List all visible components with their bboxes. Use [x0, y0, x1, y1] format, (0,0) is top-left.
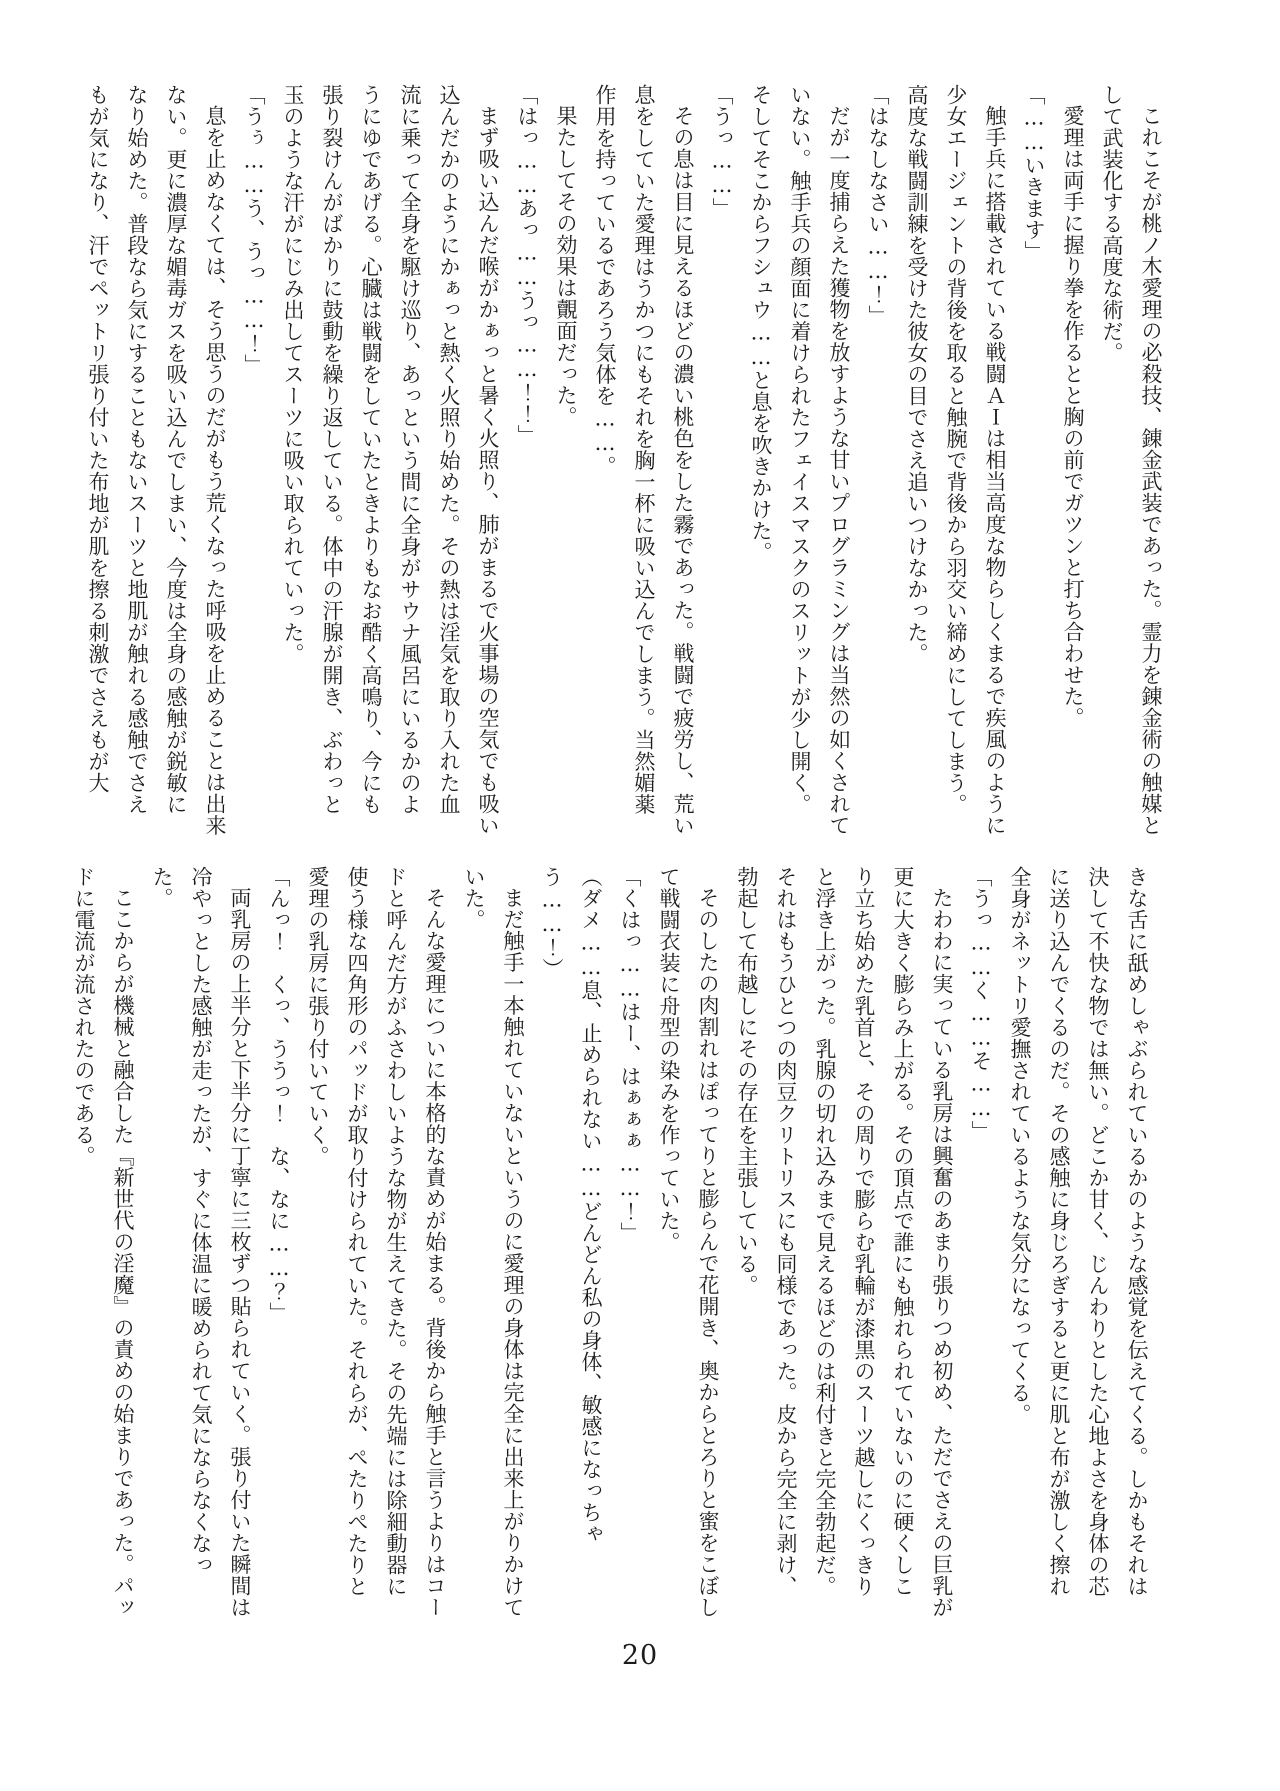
paragraph: 「……いきます」 — [1022, 84, 1046, 262]
paragraph: だが一度捕らえた獲物を放すような甘いプログラミングは当然の如くされていない。触手兵の顔面に着けられたフェイスマスクのスリットが少し開く。そしてそこからフシュウ……と息を吹きかけた。 — [749, 84, 851, 836]
paragraph: これこそが桃ノ木愛理の必殺技、錬金武装であった。霊力を錬金術の触媒として武装化する高度な術だ。 — [1100, 84, 1163, 836]
upper-text-block — [78, 84, 1170, 836]
paragraph: 「うぅ……う、うっ……！」 — [242, 84, 266, 376]
paragraph: そのしたの肉割れはぽってりと膨らんで花開き、奥からとろりと蜜をこぼして戦闘衣装に舟型の染みを作っていた。 — [657, 866, 720, 1618]
paragraph: たわわに実っている乳房は興奮のあまり張りつめ初め、ただでさえの巨乳が更に大きく膨らみ上がる。その頂点で誰にも触れられていないのに硬くしこり立ち始めた乳首と、その周りで膨らむ乳輪が漆黒のスーツ越しにくっきりと浮き上がった。乳腺の切れ込みまで見えるほどのは利付きと完全勃起だ。それはもうひとつの肉豆クリトリスにも同様であった。皮から完全に剥け、勃起して布越しにその存在を主張している。 — [735, 866, 954, 1618]
paragraph: ここからが機械と融合した『新世代の淫魔』の責めの始まりであった。パッドに電流が流されたのである。 — [72, 866, 135, 1618]
paragraph: きな舌に舐めしゃぶられているかのような感覚を伝えてくる。しかもそれは決して不快な物では無い。どこか甘く、じんわりとした心地よさを身体の芯に送り込んでくるのだ。その感触に身じろぎすると更に肌と布が激しく擦れ全身がネットリ愛撫されているような気分になってくる。 — [1008, 866, 1149, 1597]
paragraph: まず吸い込んだ喉がかぁっと暑く火照り、肺がまるで火事場の空気でも吸い込んだかのようにかぁっと熱く火照り始めた。その熱は淫気を取り入れた血流に乗って全身を駆け巡り、あっという間に全身がサウナ風呂にいるかのようにゆであげる。心臓は戦闘をしていたときよりもなお酷く高鳴り、今にも張り裂けんがばかりに鼓動を繰り返している。体中の汗腺が開き、ぶわっと玉のような汗がにじみ出してスーツに吸い取られていった。 — [281, 84, 500, 836]
paragraph: 果たしてその効果は覿面だった。 — [554, 105, 578, 428]
paragraph: 「はっ……あっ……うっ……！！」 — [515, 84, 539, 446]
paragraph: 「はなしなさい……！」 — [866, 84, 890, 327]
paragraph: 両乳房の上半分と下半分に丁寧に三枚ずつ貼られていく。張り付いた瞬間は冷やっとした感触が走ったが、すぐに体温に暖められて気にならなくなった。 — [150, 866, 252, 1618]
paragraph: まだ触手一本触れていないというのに愛理の身体は完全に出来上がりかけていた。 — [462, 866, 525, 1618]
paragraph: 触手兵に搭載されている戦闘ＡＩは相当高度な物らしくまるで疾風のように少女エージェントの背後を取ると触腕で背後から羽交い締めにしてしまう。高度な戦闘訓練を受けた彼女の目でさえ追いつけなかった。 — [905, 84, 1007, 836]
page-number: 20 — [621, 1640, 659, 1671]
paragraph: 「うっ……」 — [710, 84, 734, 219]
paragraph: （ダメ……息、止められない……どんどん私の身体、敏感になっちゃう……！） — [540, 866, 603, 1545]
paragraph: その息は目に見えるほどの濃い桃色をした霧であった。戦闘で疲労し、荒い息をしていた愛理はうかつにもそれを胸一杯に吸い込んでしまう。当然媚薬作用を持っているであろう気体を……。 — [593, 84, 695, 836]
lower-text-block — [64, 866, 1156, 1618]
paragraph: 愛理は両手に握り拳を作るとと胸の前でガツンと打ち合わせた。 — [1061, 105, 1085, 729]
paragraph: そんな愛理についに本格的な責めが始まる。背後から触手と言うよりはコードと呼んだ方がふさわしいような物が生えてきた。その先端には除細動器に使う様な四角形のパッドが取り付けられていた。それらが、ぺたりぺたりと愛理の乳房に張り付いていく。 — [306, 866, 447, 1618]
paragraph: 「んっ！ くっ、ううっ！ な、なに……？」 — [267, 866, 291, 1324]
paragraph: 息を止めなくては、そう思うのだがもう荒くなった呼吸を止めることは出来ない。更に濃厚な媚毒ガスを吸い込んでしまい、今度は全身の感触が鋭敏になり始めた。普段なら気にすることもないスーツと地肌が触れる感触でさえもが気になり、汗でペットリ張り付いた布地が肌を擦る刺激でさえもが大 — [86, 84, 227, 836]
paragraph: 「うっ……く……そ……」 — [969, 866, 993, 1142]
paragraph: 「くはっ……はー、はぁぁぁ……！」 — [618, 866, 642, 1244]
